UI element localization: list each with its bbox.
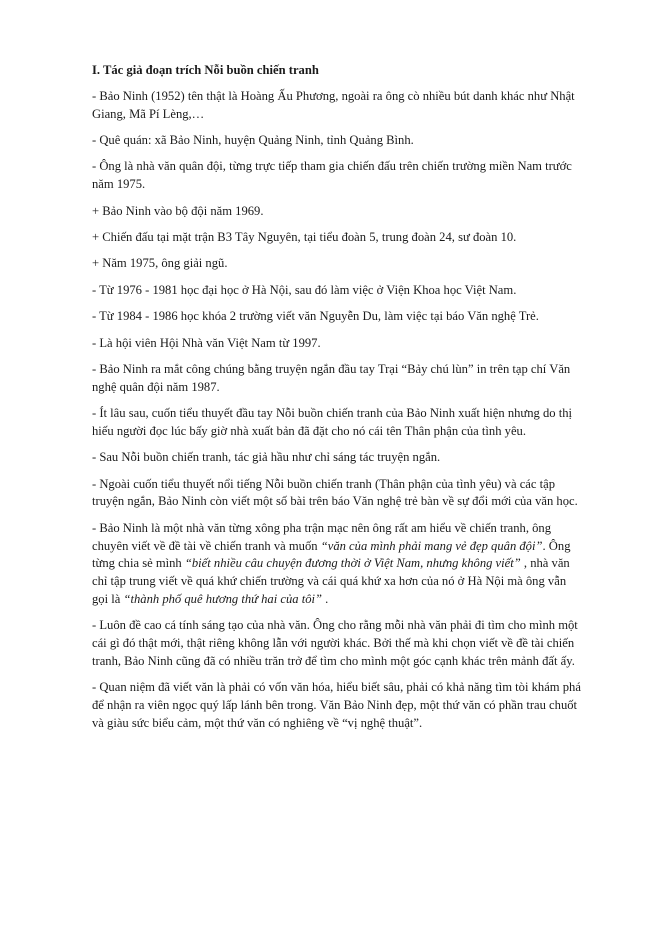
- paragraph: + Chiến đấu tại mặt trận B3 Tây Nguyên, tại tiểu đoàn 5, trung đoàn 24, sư đoàn 10.: [92, 229, 517, 244]
- paragraph: + Bảo Ninh vào bộ đội năm 1969.: [92, 203, 264, 218]
- text-run: . Ông từng chia sẻ mình: [92, 538, 571, 571]
- italic-quote: “thành phố quê hương thứ hai của tôi”: [123, 592, 323, 607]
- paragraph: - Quan niệm đã viết văn là phải có vốn văn hóa, hiểu biết sâu, phải có khả năng tìm tòi khám phá để nhận ra viên ngọc quý lấp lánh bên trong. Văn Bảo Ninh đẹp, một thứ văn có phần trau chuốt và giàu sức biểu cảm, một thứ văn có nghiêng về “vị nghệ thuật”.: [92, 680, 581, 731]
- paragraph: + Năm 1975, ông giải ngũ.: [92, 256, 228, 271]
- text-run: .: [322, 592, 329, 607]
- paragraph: - Ngoài cuốn tiểu thuyết nổi tiếng Nỗi buồn chiến tranh (Thân phận của tình yêu) và các tập truyện ngắn, Bảo Ninh còn viết một số bài trên báo Văn nghệ trẻ bàn về sự đổi mới của văn học.: [92, 476, 578, 509]
- paragraph: - Là hội viên Hội Nhà văn Việt Nam từ 1997.: [92, 335, 321, 350]
- paragraph: - Ít lâu sau, cuốn tiểu thuyết đầu tay Nỗi buồn chiến tranh của Bảo Ninh xuất hiện nhưng do thị hiếu người đọc lúc bấy giờ nhà xuất bản đã đặt cho nó cái tên Thân phận của tình yêu.: [92, 406, 573, 438]
- paragraph: - Bảo Ninh ra mắt công chúng bằng truyện ngắn đầu tay Trại “Bảy chú lùn” in trên tạp chí Văn nghệ quân đội năm 1987.: [92, 361, 571, 394]
- italic-quote: “biết nhiều câu chuyện đương thời ở Việt Nam, nhưng không viết”: [184, 556, 521, 571]
- paragraph: - Từ 1984 - 1986 học khóa 2 trường viết văn Nguyễn Du, làm việc tại báo Văn nghệ Trẻ.: [92, 309, 539, 324]
- section-heading: I. Tác giả đoạn trích Nỗi buồn chiến tranh: [92, 63, 319, 77]
- paragraph: - Sau Nỗi buồn chiến tranh, tác giả hầu như chỉ sáng tác truyện ngắn.: [92, 450, 441, 465]
- paragraph: - Bảo Ninh (1952) tên thật là Hoàng Ấu Phương, ngoài ra ông cò nhiều bút danh khác như Nhật Giang, Mã Pí Lèng,…: [92, 88, 575, 121]
- italic-quote: “văn của mình phải mang vẻ đẹp quân đội”: [320, 538, 543, 553]
- text-run: , nhà văn chỉ tập trung viết về quá khứ chiến trường và cái quá khứ xa hơn của nó ở Hà Nội mà ông vẫn gọi là: [92, 556, 570, 607]
- paragraph: - Từ 1976 - 1981 học đại học ở Hà Nội, sau đó làm việc ở Viện Khoa học Việt Nam.: [92, 282, 517, 297]
- paragraph: - Luôn đề cao cá tính sáng tạo của nhà văn. Ông cho rằng mỗi nhà văn phải đi tìm cho mình một cái gì đó thật mới, thật riêng không lẫn với người khác. Bởi thế mà khi chọn viết về đề tài chiến tranh, Bảo Ninh cũng đã có nhiều trăn trở để tìm cho mình một góc cạnh khác trên mảnh đất ấy.: [92, 618, 578, 669]
- paragraph: - Ông là nhà văn quân đội, từng trực tiếp tham gia chiến đấu trên chiến trường miền Nam trước năm 1975.: [92, 159, 572, 192]
- paragraph: - Quê quán: xã Bảo Ninh, huyện Quảng Ninh, tỉnh Quảng Bình.: [92, 132, 414, 147]
- document-page: [92, 62, 582, 741]
- text-run: - Bảo Ninh là một nhà văn từng xông pha trận mạc nên ông rất am hiểu về chiến tranh, ông chuyên viết về đề tài về chiến tranh và muốn: [92, 520, 552, 553]
- paragraph-with-quotes: [92, 520, 582, 609]
